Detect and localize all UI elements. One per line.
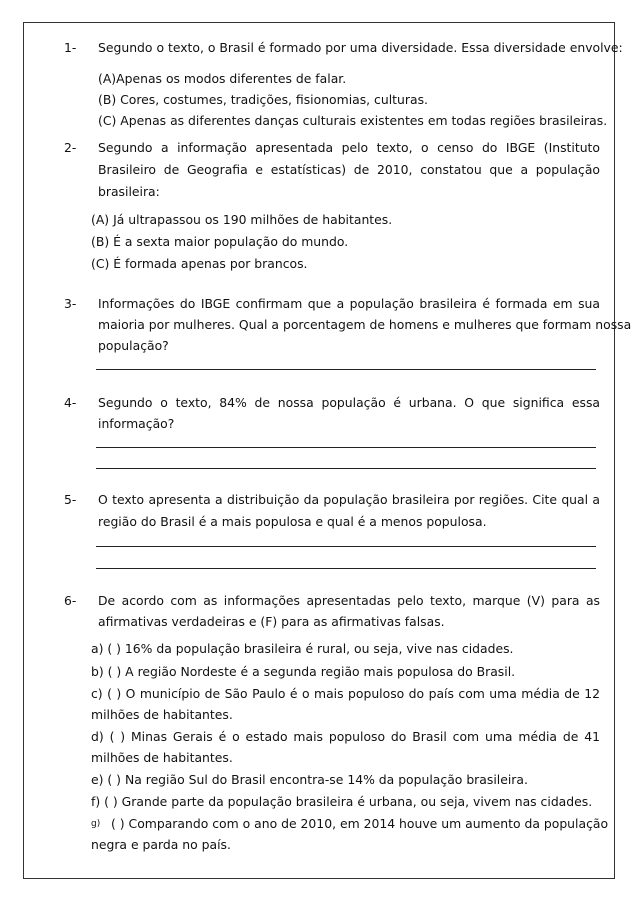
q3-number: 3-: [64, 296, 77, 311]
q2-text-line2: Brasileiro de Geografia e estatísticas) de 2010, constatou que a população: [98, 162, 600, 177]
q6-item-c-line1: c) ( ) O município de São Paulo é o mais populoso do país com uma média de 12: [91, 686, 600, 701]
q6-item-d-line1: d) ( ) Minas Gerais é o estado mais populoso do Brasil com uma média de 41: [91, 729, 600, 744]
q6-item-e: e) ( ) Na região Sul do Brasil encontra-se 14% da população brasileira.: [91, 772, 528, 787]
q3-text-line1: Informações do IBGE confirmam que a população brasileira é formada em sua: [98, 296, 600, 311]
q4-number: 4-: [64, 395, 77, 410]
q5-answer-line-1[interactable]: [96, 546, 596, 547]
q2-number: 2-: [64, 140, 77, 155]
q1-option-b: (B) Cores, costumes, tradições, fisionomias, culturas.: [98, 92, 428, 107]
q3-text-line3: população?: [98, 338, 169, 353]
q6-item-g-line1: ( ) Comparando com o ano de 2010, em 2014 houve um aumento da população: [111, 816, 609, 831]
q1-option-a: (A)Apenas os modos diferentes de falar.: [98, 71, 347, 86]
q6-text-line2: afirmativas verdadeiras e (F) para as afirmativas falsas.: [98, 614, 445, 629]
q1-text: Segundo o texto, o Brasil é formado por uma diversidade. Essa diversidade envolve:: [98, 40, 623, 55]
q4-text-line2: informação?: [98, 416, 175, 431]
q1-option-c: (C) Apenas as diferentes danças culturais existentes em todas regiões brasileiras.: [98, 113, 608, 128]
q2-option-c: (C) É formada apenas por brancos.: [91, 256, 308, 271]
q2-text-line1: Segundo a informação apresentada pelo texto, o censo do IBGE (Instituto: [98, 140, 600, 155]
q2-text-line3: brasileira:: [98, 184, 160, 199]
q5-text-line1: O texto apresenta a distribuição da população brasileira por regiões. Cite qual a: [98, 492, 600, 507]
q5-text-line2: região do Brasil é a mais populosa e qual é a menos populosa.: [98, 514, 487, 529]
q4-answer-line-2[interactable]: [96, 468, 596, 469]
q6-item-c-line2: milhões de habitantes.: [91, 707, 233, 722]
q6-item-a: a) ( ) 16% da população brasileira é rural, ou seja, vive nas cidades.: [91, 641, 514, 656]
q6-item-g-line2: negra e parda no país.: [91, 837, 231, 852]
q5-answer-line-2[interactable]: [96, 568, 596, 569]
q6-item-b: b) ( ) A região Nordeste é a segunda região mais populosa do Brasil.: [91, 664, 516, 679]
q1-number: 1-: [64, 40, 77, 55]
q6-number: 6-: [64, 593, 77, 608]
q2-option-a: (A) Já ultrapassou os 190 milhões de habitantes.: [91, 212, 393, 227]
q6-item-g-letter: g): [91, 819, 101, 829]
q2-option-b: (B) É a sexta maior população do mundo.: [91, 234, 349, 249]
q4-answer-line-1[interactable]: [96, 447, 596, 448]
q6-item-f: f) ( ) Grande parte da população brasileira é urbana, ou seja, vivem nas cidades.: [91, 794, 593, 809]
q5-number: 5-: [64, 492, 77, 507]
q6-text-line1: De acordo com as informações apresentadas pelo texto, marque (V) para as: [98, 593, 600, 608]
q3-text-line2: maioria por mulheres. Qual a porcentagem de homens e mulheres que formam nossa: [98, 317, 632, 332]
q6-item-d-line2: milhões de habitantes.: [91, 750, 233, 765]
q4-text-line1: Segundo o texto, 84% de nossa população é urbana. O que significa essa: [98, 395, 600, 410]
q3-answer-line[interactable]: [96, 369, 596, 370]
